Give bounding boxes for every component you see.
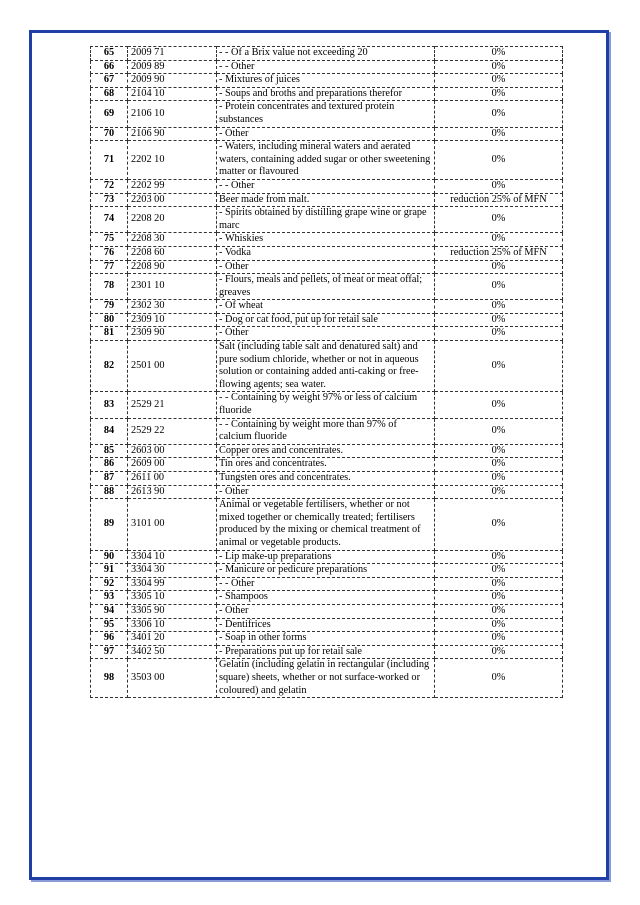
table-row [91,87,563,101]
hs-code: 3304 99 [128,577,217,591]
row-number: 80 [91,313,128,327]
table-row [91,550,563,564]
table-row [91,274,563,300]
tariff-rate: 0% [435,444,563,458]
hs-code: 3304 10 [128,550,217,564]
product-description: - Lip make-up preparations [217,550,435,564]
product-description: - Flours, meals and pellets, of meat or meat offal; greaves [217,274,435,300]
tariff-rate: 0% [435,604,563,618]
row-number: 81 [91,327,128,341]
tariff-rate: 0% [435,659,563,698]
tariff-rate: 0% [435,47,563,61]
product-description: - - Of a Brix value not exceeding 20 [217,47,435,61]
product-description: - Mixtures of juices [217,74,435,88]
table-row [91,101,563,127]
table-row [91,127,563,141]
row-number: 74 [91,207,128,233]
tariff-table-body [91,47,563,698]
row-number: 95 [91,618,128,632]
hs-code: 2202 10 [128,141,217,180]
row-number: 94 [91,604,128,618]
table-row [91,60,563,74]
hs-code: 3304 30 [128,564,217,578]
table-row [91,604,563,618]
table-row [91,246,563,260]
table-row [91,632,563,646]
row-number: 70 [91,127,128,141]
hs-code: 2603 00 [128,444,217,458]
row-number: 68 [91,87,128,101]
tariff-rate: 0% [435,499,563,550]
tariff-rate: 0% [435,313,563,327]
table-row [91,577,563,591]
row-number: 67 [91,74,128,88]
row-number: 65 [91,47,128,61]
tariff-rate: 0% [435,632,563,646]
row-number: 82 [91,341,128,392]
tariff-rate: 0% [435,485,563,499]
hs-code: 2106 10 [128,101,217,127]
tariff-rate: 0% [435,207,563,233]
tariff-rate: 0% [435,618,563,632]
product-description: - Other [217,127,435,141]
product-description: - - Containing by weight more than 97% of calcium fluoride [217,418,435,444]
table-row [91,141,563,180]
hs-code: 2208 90 [128,260,217,274]
row-number: 90 [91,550,128,564]
tariff-rate: 0% [435,74,563,88]
hs-code: 2529 21 [128,392,217,418]
hs-code: 2009 71 [128,47,217,61]
row-number: 79 [91,300,128,314]
hs-code: 2309 10 [128,313,217,327]
hs-code: 2208 60 [128,246,217,260]
table-row [91,392,563,418]
tariff-rate: 0% [435,101,563,127]
table-row [91,485,563,499]
table-row [91,444,563,458]
product-description: - Of wheat [217,300,435,314]
product-description: Gelatin (including gelatin in rectangular (including square) sheets, whether or not surface-worked or coloured) and gelatin [217,659,435,698]
hs-code: 2104 10 [128,87,217,101]
row-number: 98 [91,659,128,698]
tariff-rate: 0% [435,327,563,341]
row-number: 72 [91,179,128,193]
table-row [91,418,563,444]
table-row [91,300,563,314]
product-description: Salt (including table salt and denatured salt) and pure sodium chloride, whether or not in aqueous solution or containing added anti-caking or free-flowing agents; sea water. [217,341,435,392]
tariff-rate: 0% [435,141,563,180]
product-description: - - Other [217,577,435,591]
row-number: 83 [91,392,128,418]
product-description: - Shampoos [217,591,435,605]
hs-code: 3305 90 [128,604,217,618]
product-description: - - Other [217,60,435,74]
row-number: 77 [91,260,128,274]
row-number: 71 [91,141,128,180]
table-row [91,179,563,193]
product-description: - Soap in other forms [217,632,435,646]
tariff-rate: 0% [435,127,563,141]
tariff-rate: reduction 25% of MFN [435,193,563,207]
product-description: - Soups and broths and preparations therefor [217,87,435,101]
product-description: Beer made from malt. [217,193,435,207]
hs-code: 2208 30 [128,233,217,247]
table-row [91,341,563,392]
product-description: - Waters, including mineral waters and aerated waters, containing added sugar or other sweetening matter or flavoured [217,141,435,180]
product-description: - Other [217,485,435,499]
row-number: 96 [91,632,128,646]
tariff-rate: 0% [435,300,563,314]
tariff-rate: 0% [435,392,563,418]
table-row [91,618,563,632]
product-description: - - Containing by weight 97% or less of calcium fluoride [217,392,435,418]
product-description: - Other [217,260,435,274]
tariff-rate: 0% [435,577,563,591]
product-description: - Other [217,327,435,341]
tariff-rate: reduction 25% of MFN [435,246,563,260]
table-row [91,47,563,61]
table-row [91,260,563,274]
hs-code: 3305 10 [128,591,217,605]
product-description: Copper ores and concentrates. [217,444,435,458]
table-row [91,233,563,247]
tariff-rate: 0% [435,341,563,392]
row-number: 84 [91,418,128,444]
tariff-rate: 0% [435,87,563,101]
hs-code: 3402 50 [128,645,217,659]
row-number: 89 [91,499,128,550]
product-description: - Protein concentrates and textured protein substances [217,101,435,127]
table-row [91,659,563,698]
tariff-rate: 0% [435,274,563,300]
hs-code: 3401 20 [128,632,217,646]
product-description: - Vodka [217,246,435,260]
tariff-rate: 0% [435,591,563,605]
tariff-rate: 0% [435,472,563,486]
tariff-rate: 0% [435,418,563,444]
row-number: 91 [91,564,128,578]
product-description: - Whiskies [217,233,435,247]
table-row [91,458,563,472]
row-number: 75 [91,233,128,247]
hs-code: 2009 89 [128,60,217,74]
product-description: Tin ores and concentrates. [217,458,435,472]
row-number: 92 [91,577,128,591]
product-description: - Manicure or pedicure preparations [217,564,435,578]
tariff-rate: 0% [435,179,563,193]
table-row [91,499,563,550]
hs-code: 3306 10 [128,618,217,632]
table-row [91,327,563,341]
row-number: 73 [91,193,128,207]
hs-code: 2208 20 [128,207,217,233]
tariff-table [90,46,563,698]
row-number: 78 [91,274,128,300]
tariff-rate: 0% [435,458,563,472]
product-description: Animal or vegetable fertilisers, whether or not mixed together or chemically treated; fertilisers produced by the mixing or chemical treatment of animal or vegetable products. [217,499,435,550]
hs-code: 2529 22 [128,418,217,444]
tariff-rate: 0% [435,260,563,274]
product-description: - Dog or cat food, put up for retail sale [217,313,435,327]
table-row [91,564,563,578]
hs-code: 2309 90 [128,327,217,341]
product-description: - Spirits obtained by distilling grape wine or grape marc [217,207,435,233]
table-row [91,207,563,233]
table-row [91,645,563,659]
tariff-rate: 0% [435,645,563,659]
table-row [91,591,563,605]
row-number: 69 [91,101,128,127]
row-number: 86 [91,458,128,472]
table-row [91,313,563,327]
product-description: - - Other [217,179,435,193]
hs-code: 3101 00 [128,499,217,550]
row-number: 66 [91,60,128,74]
row-number: 97 [91,645,128,659]
product-description: Tungsten ores and concentrates. [217,472,435,486]
table-row [91,74,563,88]
row-number: 85 [91,444,128,458]
hs-code: 2009 90 [128,74,217,88]
tariff-rate: 0% [435,60,563,74]
row-number: 87 [91,472,128,486]
hs-code: 2302 30 [128,300,217,314]
hs-code: 2301 10 [128,274,217,300]
hs-code: 2609 00 [128,458,217,472]
hs-code: 3503 00 [128,659,217,698]
hs-code: 2203 00 [128,193,217,207]
tariff-rate: 0% [435,233,563,247]
hs-code: 2202 99 [128,179,217,193]
row-number: 93 [91,591,128,605]
hs-code: 2501 00 [128,341,217,392]
row-number: 88 [91,485,128,499]
product-description: - Preparations put up for retail sale [217,645,435,659]
hs-code: 2106 90 [128,127,217,141]
hs-code: 2611 00 [128,472,217,486]
table-row [91,193,563,207]
tariff-rate: 0% [435,550,563,564]
product-description: - Other [217,604,435,618]
product-description: - Dentifrices [217,618,435,632]
hs-code: 2613 90 [128,485,217,499]
tariff-rate: 0% [435,564,563,578]
row-number: 76 [91,246,128,260]
table-row [91,472,563,486]
